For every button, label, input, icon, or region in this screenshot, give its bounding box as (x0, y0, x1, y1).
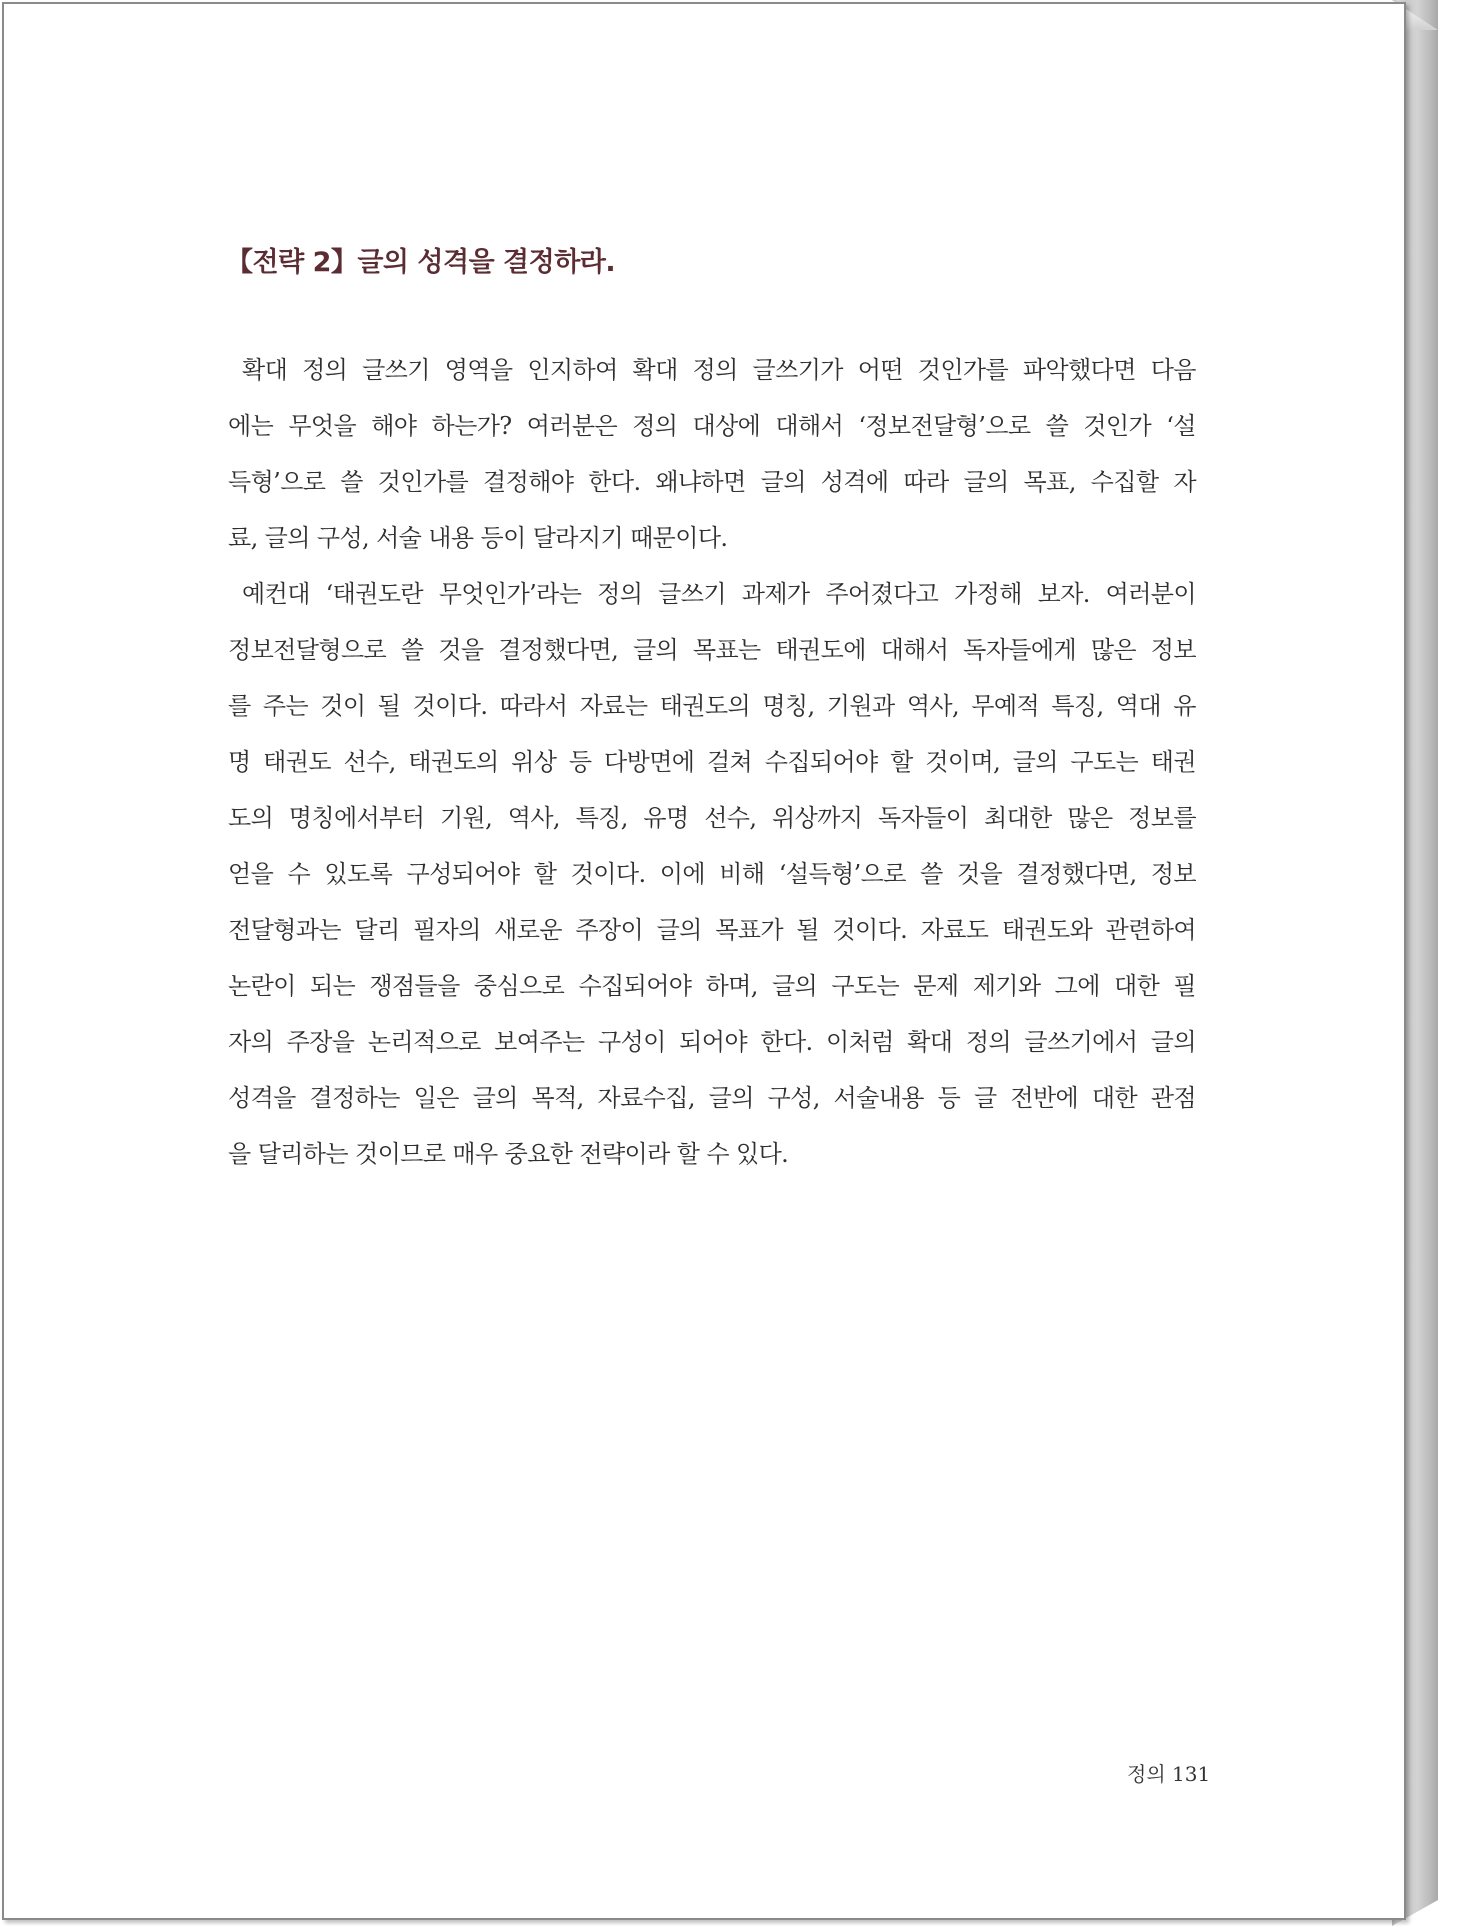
word: 수집되어야 (764, 748, 878, 776)
text-line (228, 1014, 1196, 1070)
word: 정보 (1150, 636, 1196, 664)
word: 태권 (1150, 748, 1196, 776)
word: 쓸 (1045, 412, 1069, 440)
word: 정의 (302, 356, 348, 384)
word: 무예적 (971, 692, 1040, 720)
word: 얻을 (228, 860, 274, 888)
word: 한다. (588, 468, 641, 496)
word: 정보 (1150, 860, 1196, 888)
word: 쓸 (400, 636, 424, 664)
word: 글쓰기가 (752, 356, 843, 384)
word: 전달형과는 (228, 916, 341, 944)
word: 독자들이 (878, 804, 969, 832)
word: 정의 (692, 356, 738, 384)
word: 달리하는 (257, 1140, 355, 1168)
word: 대해서 (775, 412, 844, 440)
word: 도의 (228, 804, 274, 832)
word: 역사, (507, 804, 560, 832)
word: 태권도에 (775, 636, 866, 664)
word: 있다. (735, 1140, 789, 1168)
word: 것을 (957, 860, 1003, 888)
word: 등 (568, 748, 592, 776)
text-line (228, 734, 1196, 790)
word: 글의 (656, 916, 702, 944)
word: 확대 (228, 356, 288, 384)
word: 관점 (1150, 1084, 1196, 1112)
word: 태권도와 (1001, 916, 1093, 944)
word: 유명 (643, 804, 689, 832)
word: 달리 (354, 916, 400, 944)
word: 특징, (575, 804, 628, 832)
word: 왜냐하면 (655, 468, 746, 496)
word: 해야 (371, 412, 417, 440)
word: 확대 (632, 356, 678, 384)
word: 영역을 (444, 356, 513, 384)
word: 자료도 (920, 916, 989, 944)
word: 일은 (413, 1084, 459, 1112)
word: ‘태권도란 (325, 580, 423, 608)
word: 태권도의 (408, 748, 499, 776)
word: 파악했다면 (1022, 356, 1136, 384)
word: 전략이라 (579, 1140, 677, 1168)
text-line (228, 1070, 1196, 1126)
word: 것을 (438, 636, 484, 664)
word: 수 (287, 860, 311, 888)
word: ‘설 (1166, 412, 1196, 440)
word: 를 (228, 692, 251, 720)
word: 확대 (907, 1028, 953, 1056)
word: 주장이 (575, 916, 644, 944)
text-line (228, 454, 1196, 510)
word: 정의 (597, 580, 643, 608)
word: 것이며, (925, 748, 1001, 776)
word: 정의 (965, 1028, 1011, 1056)
word: 그에 (1054, 972, 1100, 1000)
word: 어떤 (857, 356, 903, 384)
word: 결정해야 (483, 468, 574, 496)
word: 될 (796, 916, 819, 944)
word: 위상까지 (772, 804, 863, 832)
word: ‘정보전달형’으로 (858, 412, 1031, 440)
word: 쟁점들을 (369, 972, 460, 1000)
word: 성격을 (228, 1084, 296, 1112)
word: 논리적으로 (367, 1028, 481, 1056)
word: 대한 (1091, 1084, 1138, 1112)
word: 논란이 (228, 972, 296, 1000)
word: 할 (890, 748, 913, 776)
word: 정보를 (1128, 804, 1196, 832)
word: 될 (377, 692, 401, 720)
word: 기원과 (826, 692, 895, 720)
word: 수집되어야 (578, 972, 692, 1000)
word: 보여주는 (494, 1028, 585, 1056)
word: 있도록 (324, 860, 393, 888)
text-line (228, 342, 1196, 398)
text-line (228, 622, 1196, 678)
word: 자료수집, (597, 1084, 695, 1112)
word: 할 (533, 860, 557, 888)
word: 많은 (1067, 804, 1113, 832)
word: 할 (676, 1140, 707, 1168)
word: 것이다. (832, 916, 908, 944)
word: 위상 (511, 748, 557, 776)
word: 다음 (1150, 356, 1196, 384)
word: 하며, (705, 972, 758, 1000)
word: 다방면에 (604, 748, 695, 776)
word: 구성, (316, 524, 377, 552)
word: 결정했다면, (1016, 860, 1137, 888)
word: 내용 (428, 524, 481, 552)
text-line (228, 678, 1196, 734)
word: 글의 (1150, 1028, 1196, 1056)
page-number: 131 (1172, 1762, 1211, 1786)
word: 과제가 (741, 580, 810, 608)
word: 것이므로 (355, 1140, 453, 1168)
word: 정의 (632, 412, 678, 440)
word: 목적, (531, 1084, 584, 1112)
word: 달라지기 (532, 524, 631, 552)
word: 이처럼 (826, 1028, 894, 1056)
paragraph-2 (228, 566, 1196, 1182)
word: 이에 (659, 860, 705, 888)
word: 것이다. (412, 692, 488, 720)
word: 필자의 (412, 916, 481, 944)
word: 명칭에서부터 (288, 804, 425, 832)
word: 특징, (1051, 692, 1104, 720)
word: 때문이다. (630, 524, 728, 552)
body-text (228, 342, 1196, 1182)
section-heading: 【전략 2】글의 성격을 결정하라. (226, 247, 616, 278)
word: 구성이 (597, 1028, 666, 1056)
text-line (228, 902, 1196, 958)
word: 태권도의 (659, 692, 751, 720)
word: 에는 (228, 412, 274, 440)
word: 역사, (906, 692, 960, 720)
word: 글의 (632, 636, 679, 664)
word: 관련하여 (1105, 916, 1196, 944)
word: 명칭, (762, 692, 815, 720)
word: ‘설득형’으로 (778, 860, 906, 888)
word: 가정해 (954, 580, 1022, 608)
text-line (228, 1126, 1196, 1182)
word: 많은 (1090, 636, 1136, 664)
word: 구도는 (831, 972, 900, 1000)
word: 결정했다면, (498, 636, 619, 664)
word: 중심으로 (473, 972, 565, 1000)
word: 주어졌다고 (825, 580, 939, 608)
word: 제기와 (972, 972, 1041, 1000)
word: 글의 (771, 972, 818, 1000)
word: 최대한 (983, 804, 1052, 832)
word: 대한 (1114, 972, 1160, 1000)
word: 등이 (480, 524, 533, 552)
word: 태권도 (263, 748, 331, 776)
word: 자료는 (579, 692, 648, 720)
word: 문제 (913, 972, 959, 1000)
word: 주장을 (286, 1028, 355, 1056)
word: 되는 (309, 972, 356, 1000)
word: 쓸 (920, 860, 943, 888)
word: 서술내용 (833, 1084, 924, 1112)
word: 대상에 (692, 412, 761, 440)
word: 명 (228, 748, 251, 776)
word: 자의 (228, 1028, 274, 1056)
word: 유 (1173, 692, 1196, 720)
word: 글쓰기 (362, 356, 430, 384)
word: 자 (1173, 468, 1196, 496)
word: 목표가 (715, 916, 783, 944)
word: 등 (937, 1084, 961, 1112)
word: 역대 (1115, 692, 1161, 720)
word: 무엇인가’라는 (438, 580, 582, 608)
word: 인지하여 (527, 356, 618, 384)
text-line (228, 566, 1196, 622)
text-line (228, 846, 1196, 902)
word: 을 (228, 1140, 258, 1168)
word: 정보전달형으로 (228, 636, 387, 664)
text-line (228, 398, 1196, 454)
word: 글의 (264, 524, 317, 552)
word: 한다. (760, 1028, 813, 1056)
word: 글의 (760, 468, 806, 496)
word: 중요한 (504, 1140, 580, 1168)
word: 비해 (719, 860, 765, 888)
word: 되어야 (679, 1028, 747, 1056)
word: 무엇을 (288, 412, 357, 440)
word: 결정하는 (309, 1084, 400, 1112)
word: 것이다. (570, 860, 646, 888)
book-page (2, 2, 1406, 1920)
text-line (228, 510, 1196, 566)
word: 것인가를 (377, 468, 469, 496)
word: 글의 (1012, 748, 1058, 776)
word: 구성되어야 (406, 860, 520, 888)
word: 전반에 (1010, 1084, 1079, 1112)
word: 여러분은 (526, 412, 618, 440)
word: 글쓰기에서 (1024, 1028, 1138, 1056)
word: 쓸 (340, 468, 363, 496)
word: 것이 (320, 692, 366, 720)
page-footer (1127, 1758, 1210, 1787)
word: 료, (228, 524, 265, 552)
word: 서술 (376, 524, 429, 552)
word: 수 (706, 1140, 736, 1168)
word: 독자들에게 (963, 636, 1077, 664)
word: 따라 (903, 468, 949, 496)
word: 선수, (343, 748, 396, 776)
word: 글의 (708, 1084, 754, 1112)
paragraph-1 (228, 342, 1196, 566)
text-line (228, 790, 1196, 846)
word: 성격에 (820, 468, 889, 496)
word: 선수, (704, 804, 757, 832)
word: 필 (1173, 972, 1196, 1000)
word: 글 (974, 1084, 997, 1112)
word: 새로운 (494, 916, 562, 944)
word: 목표는 (692, 636, 761, 664)
word: 구도는 (1070, 748, 1139, 776)
word: 걸쳐 (706, 748, 753, 776)
word: 매우 (452, 1140, 505, 1168)
word: 예컨대 (228, 580, 310, 608)
word: 기원, (439, 804, 493, 832)
word: 글의 (472, 1084, 518, 1112)
word: 것인가를 (917, 356, 1009, 384)
running-footer-title: 정의 (1127, 1762, 1166, 1786)
word: 하는가? (431, 412, 512, 440)
word: 글의 (963, 468, 1009, 496)
word: 대해서 (880, 636, 949, 664)
word: 주는 (262, 692, 309, 720)
word: 글쓰기 (658, 580, 726, 608)
word: 목표, (1023, 468, 1076, 496)
word: 구성, (767, 1084, 820, 1112)
word: 것인가 (1083, 412, 1152, 440)
word: 득형’으로 (228, 468, 326, 496)
word: 따라서 (499, 692, 568, 720)
text-line (228, 958, 1196, 1014)
word: 보자. (1037, 580, 1090, 608)
word: 여러분이 (1105, 580, 1196, 608)
word: 수집할 (1090, 468, 1159, 496)
